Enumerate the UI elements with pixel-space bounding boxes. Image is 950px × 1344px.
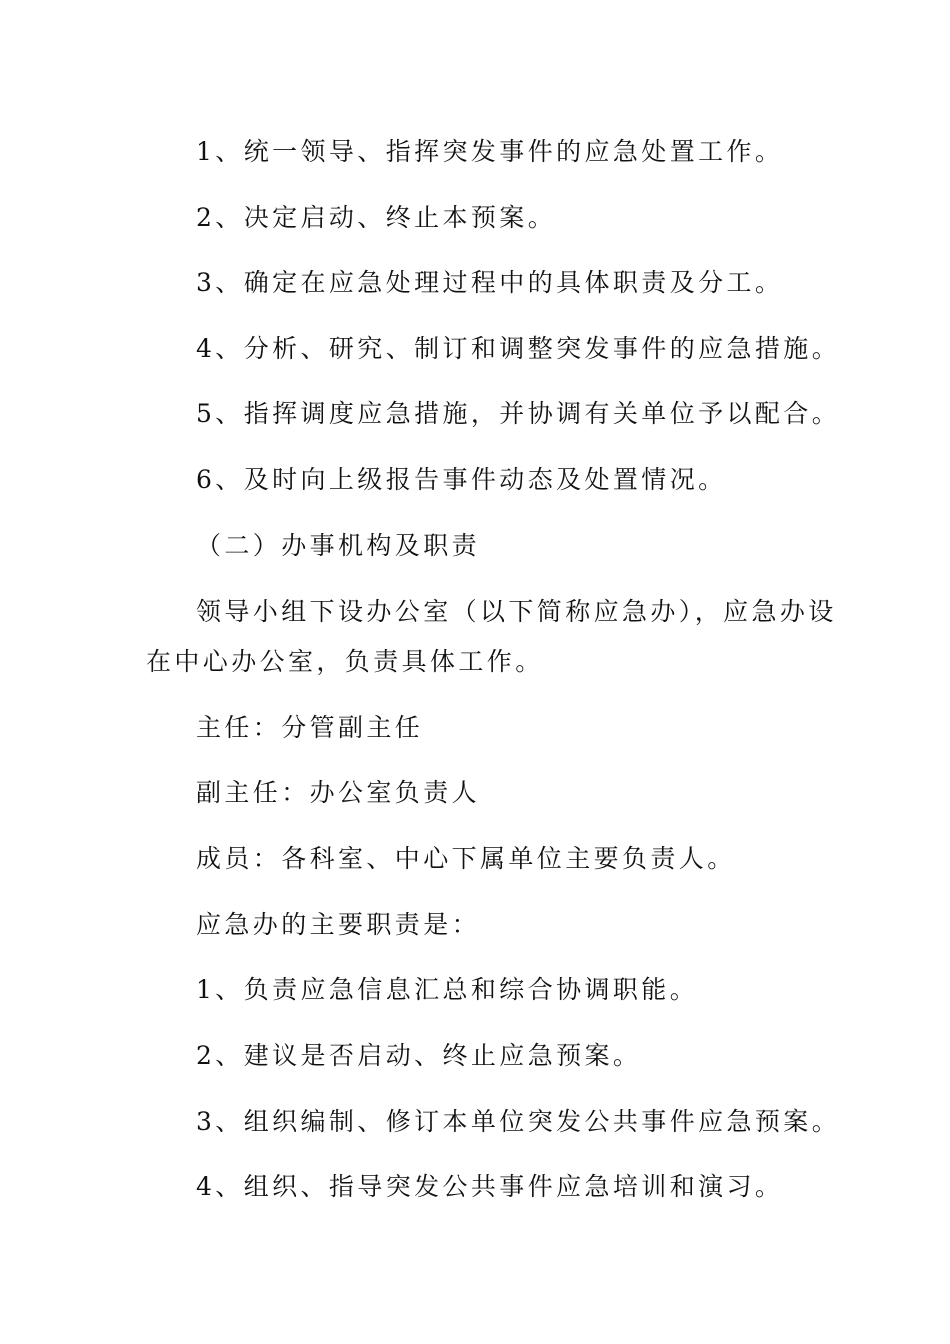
paragraph-director: 主任：分管副主任 xyxy=(196,713,424,742)
paragraph-office-duty-3: 3、组织编制、修订本单位突发公共事件应急预案。 xyxy=(196,1107,841,1136)
paragraph-office-duty-2: 2、建议是否启动、终止应急预案。 xyxy=(196,1041,642,1070)
paragraph-duty-4: 4、分析、研究、制订和调整突发事件的应急措施。 xyxy=(196,334,841,363)
paragraph-office-line-1: 领导小组下设办公室（以下简称应急办），应急办设 xyxy=(196,597,837,626)
paragraph-deputy-director: 副主任：办公室负责人 xyxy=(196,778,481,807)
paragraph-office-duty-4: 4、组织、指导突发公共事件应急培训和演习。 xyxy=(196,1172,784,1201)
paragraph-office-line-2: 在中心办公室，负责具体工作。 xyxy=(146,647,544,676)
paragraph-duty-5: 5、指挥调度应急措施，并协调有关单位予以配合。 xyxy=(196,399,841,428)
paragraph-duty-6: 6、及时向上级报告事件动态及处置情况。 xyxy=(196,465,727,494)
paragraph-duty-3: 3、确定在应急处理过程中的具体职责及分工。 xyxy=(196,268,784,297)
paragraph-office-duty-1: 1、负责应急信息汇总和综合协调职能。 xyxy=(196,975,699,1004)
paragraph-office-duties-intro: 应急办的主要职责是： xyxy=(196,910,481,939)
paragraph-members: 成员：各科室、中心下属单位主要负责人。 xyxy=(196,844,736,873)
section-heading: （二）办事机构及职责 xyxy=(196,531,481,560)
paragraph-duty-2: 2、决定启动、终止本预案。 xyxy=(196,203,557,232)
paragraph-duty-1: 1、统一领导、指挥突发事件的应急处置工作。 xyxy=(196,137,784,166)
